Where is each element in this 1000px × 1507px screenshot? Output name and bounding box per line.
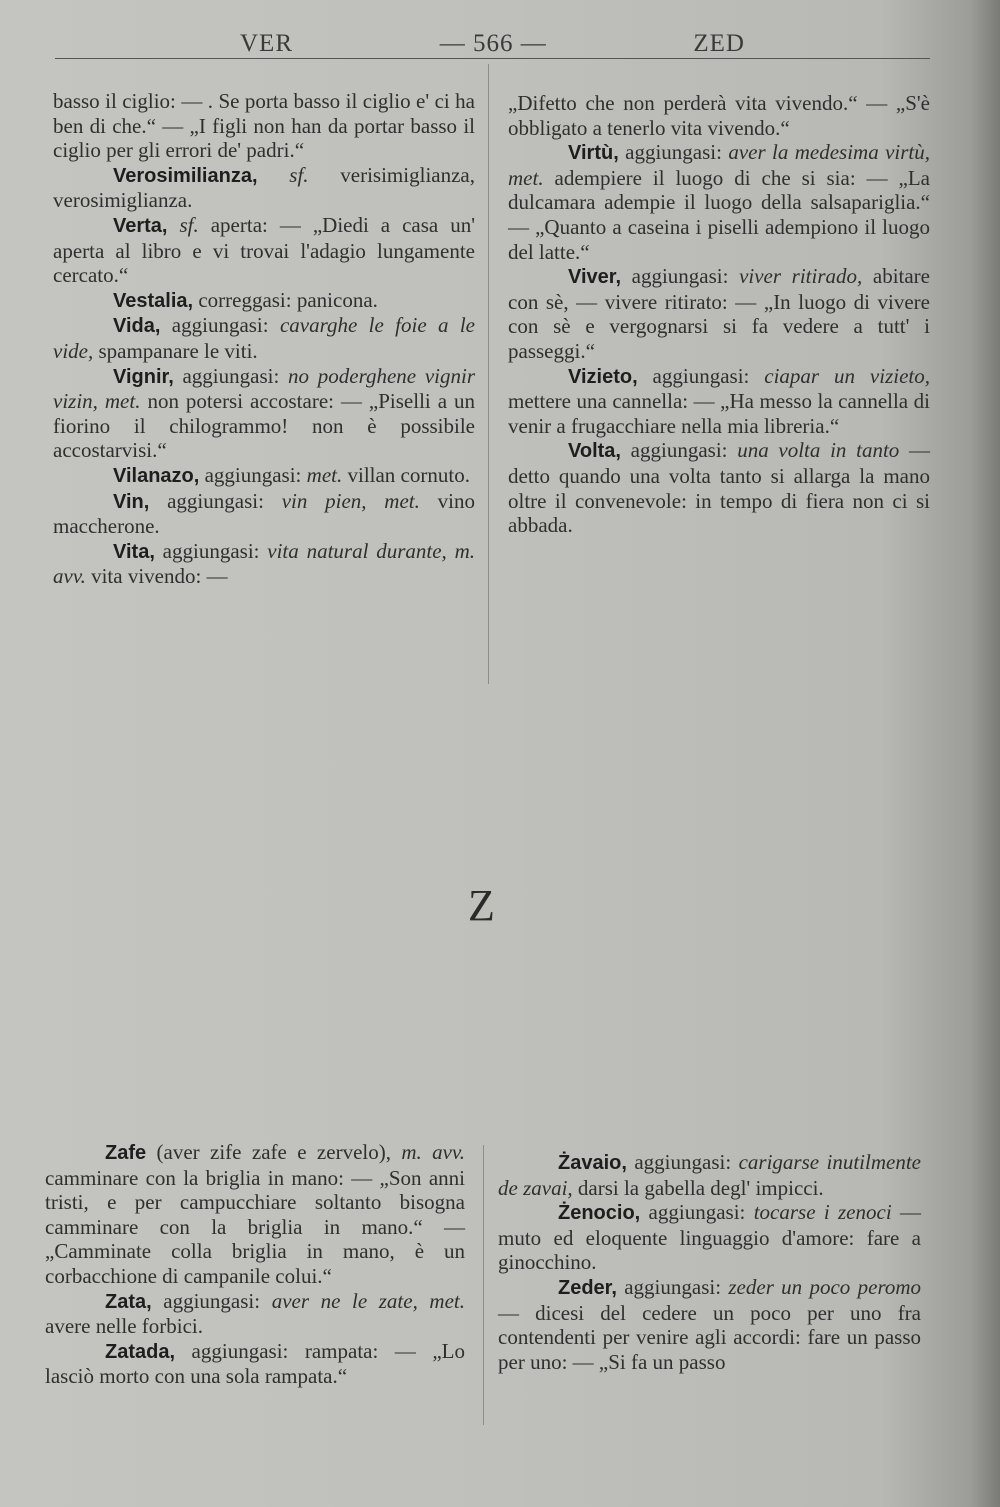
entry-definition-text: aggiungasi: bbox=[640, 1200, 754, 1225]
dictionary-entry bbox=[508, 264, 930, 363]
dictionary-entry bbox=[53, 364, 475, 463]
entry-italic-phrase: vita natural durante, m. avv. bbox=[53, 538, 475, 589]
entry-definition-text: spampanare le viti. bbox=[93, 338, 258, 363]
section-letter-heading: Z bbox=[468, 881, 495, 930]
entry-definition-text: aggiungasi: bbox=[616, 1274, 729, 1299]
entry-headword: Zata, bbox=[105, 1290, 152, 1313]
entry-definition-text: aggiungasi: bbox=[160, 313, 280, 338]
entry-definition-text: verisimiglianza, verosimiglianza. bbox=[53, 162, 475, 213]
dictionary-entry bbox=[53, 213, 475, 288]
dictionary-entry bbox=[53, 489, 475, 539]
entry-definition-text: — dicesi del cedere un poco per uno fra contendenti per venire agli accordi: fare un passo per uno: — „Si fa un passo bbox=[498, 1300, 921, 1374]
bottom-left-column bbox=[45, 1140, 465, 1389]
entry-italic-phrase: m. avv. bbox=[401, 1140, 465, 1164]
entry-italic-phrase: aver la medesima virtù, met. bbox=[508, 140, 930, 190]
entry-definition-text bbox=[167, 213, 179, 237]
entry-definition-text: aggiungasi: bbox=[149, 488, 282, 513]
entry-definition-text: camminare con la briglia in mano: — „Son anni tristi, e per campucchiare soltanto bisogna camminare con la briglia in mano.“ — „Camminate colla briglia in mano, è un corbacchione di campanile colui.“ bbox=[45, 1165, 465, 1288]
entry-definition-text: aperta: — „Diedi a casa un' aperta al libro e vi trovai l'adagio lungamente cercato.“ bbox=[53, 212, 476, 288]
entry-italic-phrase: no poderghene vignir vizin, met. bbox=[53, 363, 475, 414]
entry-definition-text: aggiungasi: rampata: — „Lo lasciò morto con una sola rampata.“ bbox=[45, 1338, 465, 1389]
entry-italic-phrase: zeder un poco peromo bbox=[728, 1274, 921, 1299]
entry-italic-phrase: met. bbox=[306, 462, 343, 487]
entry-definition-text: aggiungasi: bbox=[173, 363, 289, 388]
entry-headword: Vita, bbox=[113, 540, 155, 563]
entry-headword: Vilanazo, bbox=[113, 464, 200, 487]
entry-definition-text: non potersi accostare: — „Piselli a un fiorino il chilogrammo! non è possibile accostarvisi.“ bbox=[53, 389, 476, 463]
entry-headword: Viver, bbox=[568, 266, 622, 289]
entry-italic-phrase: aver ne le zate, met. bbox=[271, 1288, 465, 1313]
entry-headword: Vestalia, bbox=[113, 289, 194, 312]
entry-italic-phrase: una volta in tanto bbox=[737, 438, 900, 463]
entry-definition-text: (aver zife zafe e zervelo), bbox=[146, 1140, 402, 1164]
entry-definition-text: correggasi: panicona. bbox=[193, 287, 378, 312]
entry-headword: Vida, bbox=[113, 315, 161, 338]
dictionary-entry bbox=[508, 364, 930, 439]
dictionary-entry bbox=[45, 1339, 465, 1389]
entry-headword: Żenocio, bbox=[558, 1202, 641, 1225]
entry-definition-text: avere nelle forbici. bbox=[45, 1314, 203, 1339]
column-divider-bottom bbox=[483, 1145, 484, 1425]
dictionary-entry bbox=[508, 140, 930, 264]
dictionary-entry bbox=[53, 288, 475, 314]
entry-italic-phrase: ciapar un vizieto, bbox=[764, 363, 930, 388]
entry-headword: Zafe bbox=[105, 1142, 147, 1164]
entry-definition-text: vino maccherone. bbox=[53, 488, 475, 539]
continuation-text: „Difetto che non perderà vita vivendo.“ — „S'è obbligato a tenerlo vita vivendo.“ bbox=[508, 91, 930, 140]
entry-italic-phrase: viver ritirado, bbox=[739, 264, 863, 289]
top-right-column bbox=[508, 91, 930, 538]
header-left-guideword: VER bbox=[240, 30, 293, 57]
bottom-right-column bbox=[498, 1150, 921, 1374]
entry-definition-text: aggiungasi: bbox=[637, 363, 765, 388]
entry-headword: Zatada, bbox=[105, 1340, 176, 1363]
entry-definition-text: aggiungasi: bbox=[618, 140, 729, 165]
dictionary-entry bbox=[498, 1275, 921, 1374]
entry-headword: Vignir, bbox=[113, 365, 174, 388]
entry-definition-text: abitare con sè, — vivere ritirato: — „In luogo di vivere con sè e vergognarsi si fa vedere a tutt' i passeggi.“ bbox=[508, 264, 930, 363]
entry-definition-text: darsi la gabella degl' impicci. bbox=[572, 1175, 824, 1200]
entry-italic-phrase: carigarse inutilmente de zavai, bbox=[498, 1150, 921, 1200]
dictionary-entry bbox=[498, 1150, 921, 1200]
entry-headword: Zeder, bbox=[558, 1276, 617, 1299]
entry-definition-text: aggiungasi: bbox=[154, 538, 268, 563]
entry-definition-text: — detto quando una volta tanto si allarga la mano oltre il convenevole: in tempo di fiera non ci si abbada. bbox=[508, 438, 930, 538]
entry-headword: Virtù, bbox=[568, 142, 619, 165]
entry-definition-text: mettere una cannella: — „Ha messo la cannella di venir a frugacchiare nella mia libreria.“ bbox=[508, 389, 930, 438]
entry-italic-phrase: vin pien, met. bbox=[281, 488, 420, 513]
column-divider-top bbox=[488, 64, 489, 684]
dictionary-entry bbox=[53, 163, 475, 213]
page-number: — 566 — bbox=[439, 30, 547, 57]
header-right-guideword: ZED bbox=[693, 30, 745, 57]
entry-headword: Vin, bbox=[113, 490, 150, 513]
entry-definition-text: aggiungasi: bbox=[620, 438, 738, 463]
entry-italic-phrase: cavarghe le foie a le vide, bbox=[53, 313, 475, 363]
dictionary-entry bbox=[53, 313, 475, 363]
dictionary-entry bbox=[45, 1289, 465, 1339]
entry-italic-phrase: sf. bbox=[179, 212, 199, 237]
continuation-text: basso il ciglio: — . Se porta basso il ciglio e' ci ha ben di che.“ — „I figli non han da portar basso il ciglio per gli errori de' padri.“ bbox=[53, 89, 475, 163]
entry-definition-text: aggiungasi: bbox=[626, 1150, 739, 1174]
entry-definition-text: aggiungasi: bbox=[621, 264, 740, 289]
entry-definition-text bbox=[258, 163, 290, 187]
dictionary-entry bbox=[53, 539, 475, 589]
entry-definition-text: aggiungasi: bbox=[151, 1288, 272, 1313]
entry-headword: Żavaio, bbox=[558, 1152, 627, 1174]
entry-definition-text: adempiere il luogo di che si sia: — „La dulcamara adempie il luogo della salsapariglia.“ — „Quanto a caseina i piselli adempiono il luogo del latte.“ bbox=[508, 165, 930, 264]
entry-headword: Verosimilianza, bbox=[113, 164, 258, 187]
entry-italic-phrase: sf. bbox=[289, 162, 309, 187]
top-left-column bbox=[53, 89, 475, 589]
entry-definition-text: aggiungasi: bbox=[199, 462, 307, 487]
header-rule bbox=[55, 58, 930, 59]
entry-headword: Volta, bbox=[568, 440, 621, 463]
entry-headword: Vizieto, bbox=[568, 365, 638, 388]
entry-definition-text: villan cornuto. bbox=[342, 462, 470, 487]
entry-definition-text: vita vivendo: — bbox=[85, 564, 228, 589]
dictionary-entry bbox=[498, 1200, 921, 1275]
entry-italic-phrase: tocarse i zenoci bbox=[753, 1200, 892, 1225]
dictionary-entry bbox=[508, 438, 930, 537]
entry-definition-text: — muto ed eloquente linguaggio d'amore: fare a ginocchino. bbox=[498, 1200, 921, 1275]
dictionary-entry bbox=[53, 463, 475, 489]
entry-headword: Verta, bbox=[113, 214, 168, 237]
dictionary-entry bbox=[45, 1140, 465, 1289]
page-header bbox=[55, 22, 930, 58]
